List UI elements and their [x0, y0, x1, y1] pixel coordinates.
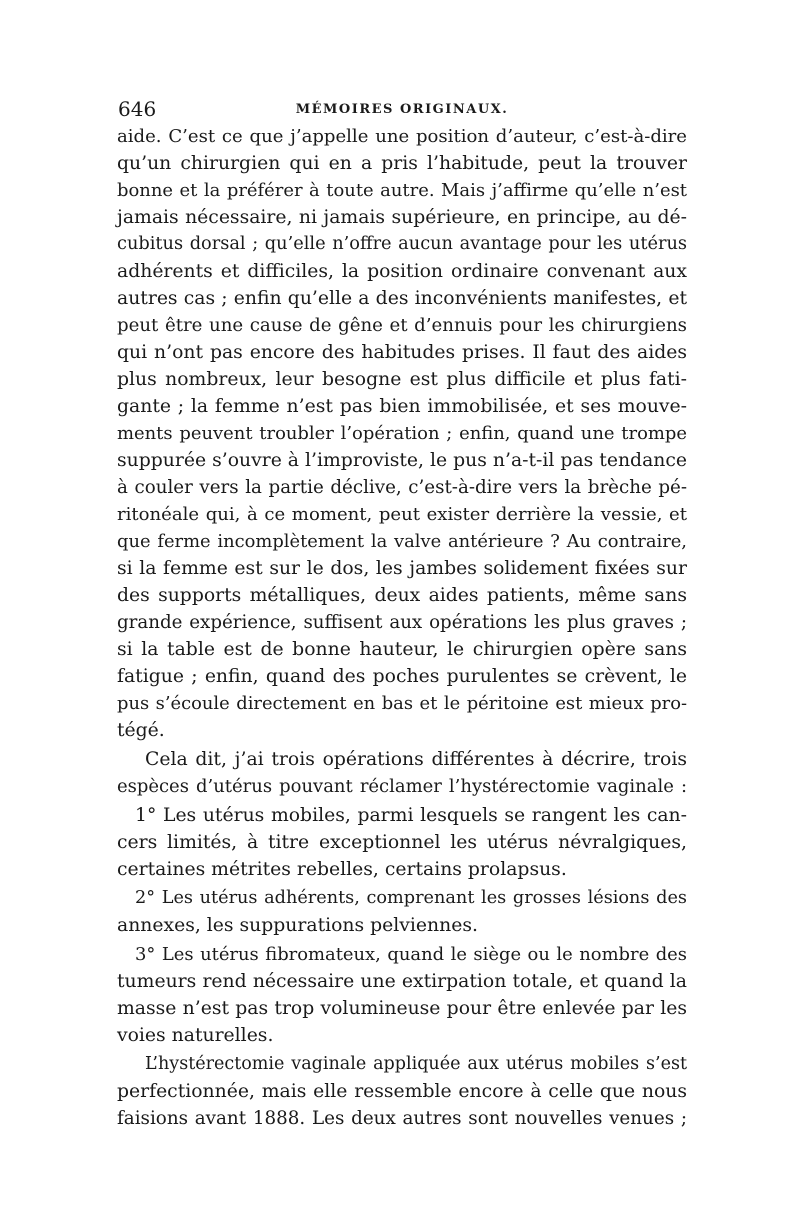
text-line: ments peuvent troubler l’opération ; enfin, quand une trompe — [117, 423, 687, 444]
text-line: qu’un chirurgien qui en a pris l’habitude, peut la trouver — [117, 153, 687, 174]
text-line: des supports métalliques, deux aides patients, même sans — [117, 585, 687, 606]
text-line: jamais nécessaire, ni jamais supérieure, en principe, au dé- — [117, 207, 687, 228]
text-line: fatigue ; enfin, quand des poches purulentes se crèvent, le — [117, 666, 687, 687]
text-line: perfectionnée, mais elle ressemble encore à celle que nous — [117, 1081, 687, 1102]
text-line: pus s’écoule directement en bas et le péritoine est mieux pro- — [117, 693, 687, 714]
text-line: autres cas ; enfin qu’elle a des inconvénients manifestes, et — [117, 288, 687, 309]
text-line: cubitus dorsal ; qu’elle n’offre aucun avantage pour les utérus — [117, 234, 687, 254]
paragraph-3 — [117, 802, 687, 883]
paragraph-4 — [117, 885, 687, 939]
text-line: peut être une cause de gêne et d’ennuis pour les chirurgiens — [117, 315, 687, 336]
page-header — [118, 96, 686, 122]
text-line: 1° Les utérus mobiles, parmi lesquels se rangent les can- — [135, 805, 687, 826]
text-line: gante ; la femme n’est pas bien immobilisée, et ses mouve- — [117, 396, 687, 417]
text-line: faisions avant 1888. Les deux autres sont nouvelles venues ; — [117, 1108, 687, 1129]
paragraph-6 — [117, 1051, 687, 1132]
text-line: grande expérience, suffisent aux opérations les plus graves ; — [117, 612, 687, 633]
text-line: tégé. — [117, 720, 165, 741]
text-line: tumeurs rend nécessaire une extirpation totale, et quand la — [117, 971, 687, 992]
text-line: 3° Les utérus fibromateux, quand le siège ou le nombre des — [135, 944, 687, 965]
text-line: certaines métrites rebelles, certains prolapsus. — [117, 859, 567, 880]
text-line: ritonéale qui, à ce moment, peut exister derrière la vessie, et — [117, 504, 687, 525]
text-line: adhérents et difficiles, la position ordinaire convenant aux — [117, 261, 687, 282]
text-line: masse n’est pas trop volumineuse pour être enlevée par les — [117, 998, 687, 1019]
text-line: Cela dit, j’ai trois opérations différentes à décrire, trois — [145, 749, 687, 770]
text-line: qui n’ont pas encore des habitudes prises. Il faut des aides — [117, 342, 687, 363]
text-line: espèces d’utérus pouvant réclamer l’hystérectomie vaginale : — [117, 776, 687, 797]
paragraph-2 — [117, 746, 687, 800]
text-line: que ferme incomplètement la valve antérieure ? Au contraire, — [117, 531, 687, 552]
text-line: si la femme est sur le dos, les jambes solidement fixées sur — [117, 558, 687, 579]
text-line: 2° Les utérus adhérents, comprenant les grosses lésions des — [135, 888, 687, 908]
text-line: annexes, les suppurations pelviennes. — [117, 915, 478, 936]
paragraph-1 — [117, 123, 687, 744]
text-line: voies naturelles. — [117, 1025, 274, 1046]
paragraph-5 — [117, 941, 687, 1049]
running-head: MÉMOIRES ORIGINAUX. — [295, 102, 509, 117]
text-line: à couler vers la partie déclive, c’est-à-dire vers la brèche pé- — [117, 477, 687, 498]
page-number: 646 — [118, 97, 157, 121]
text-line: suppurée s’ouvre à l’improviste, le pus n’a-t-il pas tendance — [117, 450, 687, 471]
text-line: bonne et la préférer à toute autre. Mais j’affirme qu’elle n’est — [117, 180, 687, 201]
text-line: cers limités, à titre exceptionnel les utérus névralgiques, — [117, 832, 687, 853]
body-text — [117, 123, 687, 1132]
text-line: si la table est de bonne hauteur, le chirurgien opère sans — [117, 639, 687, 660]
text-line: plus nombreux, leur besogne est plus difficile et plus fati- — [117, 369, 687, 390]
text-line: aide. C’est ce que j’appelle une position d’auteur, c’est-à-dire — [117, 126, 687, 147]
text-line: L’hystérectomie vaginale appliquée aux utérus mobiles s’est — [145, 1054, 687, 1074]
